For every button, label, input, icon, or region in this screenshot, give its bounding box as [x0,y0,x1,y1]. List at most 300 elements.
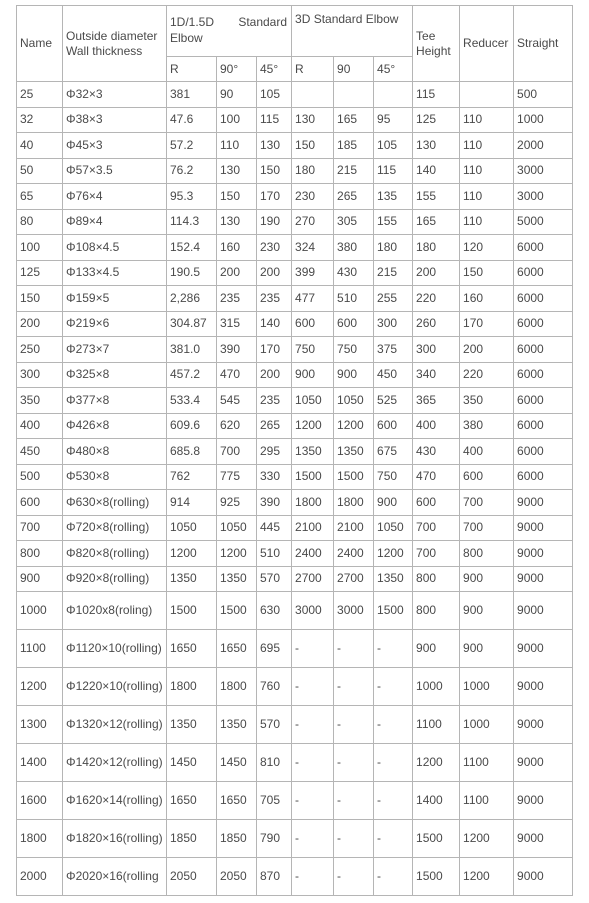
cell-elbow-3d-r: 1350 [292,439,334,465]
cell-outside-diameter: Φ76×4 [63,184,167,210]
cell-name: 350 [17,388,63,414]
cell-tee-height: 700 [413,515,460,541]
cell-elbow-r: 1800 [167,668,217,706]
cell-elbow-r: 57.2 [167,133,217,159]
cell-outside-diameter: Φ45×3 [63,133,167,159]
cell-reducer: 110 [460,184,514,210]
cell-elbow-r: 381 [167,82,217,108]
cell-elbow-3d-r: - [292,630,334,668]
cell-elbow-90: 1650 [217,782,257,820]
header-3d-standard-elbow: 3D Standard Elbow [292,6,413,57]
cell-tee-height: 140 [413,158,460,184]
cell-straight: 6000 [514,260,573,286]
cell-elbow-3d-r: 1500 [292,464,334,490]
cell-elbow-45: 705 [257,782,292,820]
cell-outside-diameter: Φ133×4.5 [63,260,167,286]
cell-elbow-3d-45: 450 [374,362,413,388]
cell-tee-height: 1400 [413,782,460,820]
table-row [17,158,573,184]
cell-name: 32 [17,107,63,133]
cell-elbow-r: 1650 [167,630,217,668]
cell-elbow-45: 445 [257,515,292,541]
table-row [17,820,573,858]
cell-elbow-r: 1350 [167,706,217,744]
table-row [17,630,573,668]
cell-reducer: 1000 [460,706,514,744]
cell-tee-height: 1200 [413,744,460,782]
table-row [17,337,573,363]
cell-elbow-45: 295 [257,439,292,465]
cell-straight: 9000 [514,541,573,567]
cell-tee-height: 260 [413,311,460,337]
table-row [17,464,573,490]
cell-elbow-3d-45: 180 [374,235,413,261]
table-row [17,439,573,465]
cell-elbow-3d-r: 150 [292,133,334,159]
cell-elbow-3d-90: - [334,782,374,820]
cell-reducer: 110 [460,158,514,184]
cell-tee-height: 700 [413,541,460,567]
cell-elbow-45: 265 [257,413,292,439]
cell-elbow-90: 925 [217,490,257,516]
cell-tee-height: 180 [413,235,460,261]
cell-elbow-3d-45: 375 [374,337,413,363]
cell-elbow-3d-r: 2400 [292,541,334,567]
cell-elbow-3d-90: 1050 [334,388,374,414]
cell-tee-height: 430 [413,439,460,465]
table-row [17,515,573,541]
cell-name: 25 [17,82,63,108]
cell-elbow-r: 152.4 [167,235,217,261]
cell-elbow-3d-r: 180 [292,158,334,184]
cell-elbow-90: 130 [217,158,257,184]
cell-tee-height: 115 [413,82,460,108]
header-wall-thickness: Wall thickness [66,43,143,58]
table-row [17,82,573,108]
cell-elbow-3d-90: 265 [334,184,374,210]
cell-reducer: 170 [460,311,514,337]
header-reducer: Reducer [460,6,514,82]
cell-outside-diameter: Φ377×8 [63,388,167,414]
cell-elbow-45: 170 [257,337,292,363]
cell-elbow-45: 200 [257,260,292,286]
subheader-45: 45° [257,57,292,82]
cell-elbow-90: 235 [217,286,257,312]
cell-elbow-3d-45 [374,82,413,108]
table-row [17,388,573,414]
cell-outside-diameter: Φ1120×10(rolling) [63,630,167,668]
cell-elbow-45: 150 [257,158,292,184]
cell-name: 450 [17,439,63,465]
cell-name: 40 [17,133,63,159]
cell-elbow-3d-90: 305 [334,209,374,235]
cell-elbow-45: 330 [257,464,292,490]
cell-elbow-90: 160 [217,235,257,261]
cell-elbow-r: 47.6 [167,107,217,133]
cell-reducer: 110 [460,133,514,159]
cell-straight: 9000 [514,744,573,782]
cell-elbow-3d-r: 2700 [292,566,334,592]
cell-elbow-45: 170 [257,184,292,210]
cell-elbow-3d-r: 2100 [292,515,334,541]
cell-elbow-3d-45: - [374,630,413,668]
cell-elbow-90: 545 [217,388,257,414]
cell-outside-diameter: Φ480×8 [63,439,167,465]
cell-elbow-3d-r: - [292,820,334,858]
cell-name: 500 [17,464,63,490]
cell-elbow-90: 470 [217,362,257,388]
table-body [17,82,573,896]
cell-elbow-90: 110 [217,133,257,159]
cell-reducer: 400 [460,439,514,465]
cell-elbow-45: 630 [257,592,292,630]
cell-elbow-r: 2050 [167,858,217,896]
table-row [17,592,573,630]
cell-name: 900 [17,566,63,592]
cell-elbow-r: 1450 [167,744,217,782]
cell-elbow-45: 190 [257,209,292,235]
cell-elbow-3d-r: 900 [292,362,334,388]
cell-name: 600 [17,490,63,516]
cell-elbow-3d-90: 2100 [334,515,374,541]
cell-elbow-r: 762 [167,464,217,490]
cell-elbow-3d-r: - [292,744,334,782]
cell-reducer: 1200 [460,858,514,896]
cell-outside-diameter: Φ273×7 [63,337,167,363]
cell-name: 250 [17,337,63,363]
cell-elbow-3d-r: 750 [292,337,334,363]
cell-elbow-3d-90: 165 [334,107,374,133]
header-elbow-label: Elbow [170,31,203,45]
cell-elbow-3d-45: 1200 [374,541,413,567]
cell-straight: 6000 [514,337,573,363]
cell-elbow-90: 200 [217,260,257,286]
cell-name: 80 [17,209,63,235]
cell-elbow-3d-r: 1200 [292,413,334,439]
cell-elbow-3d-45: 155 [374,209,413,235]
cell-straight: 5000 [514,209,573,235]
subheader-3d-r: R [292,57,334,82]
cell-tee-height: 470 [413,464,460,490]
cell-elbow-r: 685.8 [167,439,217,465]
cell-straight: 6000 [514,413,573,439]
cell-reducer: 700 [460,515,514,541]
table-row [17,744,573,782]
cell-straight: 9000 [514,782,573,820]
cell-elbow-3d-90: 2700 [334,566,374,592]
cell-tee-height: 200 [413,260,460,286]
cell-elbow-3d-r [292,82,334,108]
cell-elbow-3d-90: 2400 [334,541,374,567]
cell-reducer: 120 [460,235,514,261]
cell-straight: 9000 [514,490,573,516]
cell-name: 1400 [17,744,63,782]
subheader-r: R [167,57,217,82]
table-row [17,668,573,706]
cell-elbow-90: 1350 [217,706,257,744]
header-1d-standard-elbow [167,6,292,57]
cell-straight: 9000 [514,668,573,706]
cell-elbow-3d-90: 185 [334,133,374,159]
cell-elbow-3d-45: - [374,820,413,858]
cell-elbow-3d-90: 430 [334,260,374,286]
cell-elbow-3d-45: 600 [374,413,413,439]
cell-elbow-45: 695 [257,630,292,668]
cell-reducer: 150 [460,260,514,286]
cell-outside-diameter: Φ57×3.5 [63,158,167,184]
table-row [17,782,573,820]
cell-elbow-r: 2,286 [167,286,217,312]
cell-name: 200 [17,311,63,337]
table-row [17,107,573,133]
cell-name: 1600 [17,782,63,820]
cell-outside-diameter: Φ820×8(rolling) [63,541,167,567]
cell-elbow-90: 775 [217,464,257,490]
cell-reducer: 380 [460,413,514,439]
cell-reducer: 700 [460,490,514,516]
cell-elbow-3d-90: 215 [334,158,374,184]
cell-elbow-45: 115 [257,107,292,133]
cell-elbow-45: 570 [257,706,292,744]
cell-reducer: 900 [460,630,514,668]
cell-elbow-3d-r: 230 [292,184,334,210]
header-straight: Straight [514,6,573,82]
cell-elbow-3d-90: 3000 [334,592,374,630]
cell-elbow-3d-45: 95 [374,107,413,133]
cell-outside-diameter: Φ2020×16(rolling [63,858,167,896]
cell-elbow-3d-45: 525 [374,388,413,414]
cell-straight: 9000 [514,858,573,896]
cell-straight: 6000 [514,286,573,312]
cell-elbow-90: 390 [217,337,257,363]
cell-reducer: 1100 [460,782,514,820]
cell-elbow-45: 760 [257,668,292,706]
cell-straight: 9000 [514,820,573,858]
cell-reducer: 1100 [460,744,514,782]
cell-elbow-3d-r: - [292,706,334,744]
cell-elbow-90: 1050 [217,515,257,541]
cell-tee-height: 365 [413,388,460,414]
cell-name: 100 [17,235,63,261]
header-name: Name [17,6,63,82]
cell-straight: 500 [514,82,573,108]
cell-elbow-3d-90: - [334,630,374,668]
table-row [17,209,573,235]
cell-elbow-3d-90: - [334,744,374,782]
pipe-fittings-table [16,5,573,896]
cell-reducer: 110 [460,209,514,235]
table-row [17,235,573,261]
cell-elbow-3d-45: 300 [374,311,413,337]
cell-outside-diameter: Φ89×4 [63,209,167,235]
cell-tee-height: 400 [413,413,460,439]
cell-elbow-3d-90: 510 [334,286,374,312]
cell-name: 50 [17,158,63,184]
header-outside-diameter-line1: Outside diameter [66,28,158,43]
cell-elbow-90: 1200 [217,541,257,567]
cell-elbow-45: 130 [257,133,292,159]
cell-elbow-r: 114.3 [167,209,217,235]
cell-name: 125 [17,260,63,286]
cell-elbow-3d-90: 600 [334,311,374,337]
cell-elbow-3d-45: 675 [374,439,413,465]
cell-tee-height: 300 [413,337,460,363]
cell-elbow-r: 1350 [167,566,217,592]
cell-tee-height: 900 [413,630,460,668]
cell-tee-height: 800 [413,592,460,630]
cell-outside-diameter: Φ108×4.5 [63,235,167,261]
cell-straight: 6000 [514,388,573,414]
cell-reducer: 600 [460,464,514,490]
cell-outside-diameter: Φ1020x8(roling) [63,592,167,630]
cell-tee-height: 1500 [413,820,460,858]
cell-name: 1800 [17,820,63,858]
cell-elbow-45: 140 [257,311,292,337]
cell-elbow-3d-90: - [334,706,374,744]
cell-reducer [460,82,514,108]
cell-straight: 9000 [514,592,573,630]
cell-elbow-3d-r: - [292,782,334,820]
cell-outside-diameter: Φ1420×12(rolling) [63,744,167,782]
cell-tee-height: 1000 [413,668,460,706]
table-row [17,706,573,744]
cell-elbow-3d-45: 135 [374,184,413,210]
cell-elbow-45: 235 [257,286,292,312]
cell-name: 1100 [17,630,63,668]
cell-elbow-r: 533.4 [167,388,217,414]
cell-tee-height: 800 [413,566,460,592]
cell-reducer: 350 [460,388,514,414]
cell-elbow-45: 105 [257,82,292,108]
cell-elbow-r: 381.0 [167,337,217,363]
cell-straight: 1000 [514,107,573,133]
cell-reducer: 1000 [460,668,514,706]
cell-outside-diameter: Φ159×5 [63,286,167,312]
cell-tee-height: 130 [413,133,460,159]
table-row [17,413,573,439]
cell-tee-height: 220 [413,286,460,312]
cell-straight: 6000 [514,235,573,261]
cell-elbow-r: 1650 [167,782,217,820]
table-row [17,541,573,567]
cell-elbow-3d-45: - [374,668,413,706]
table-row [17,566,573,592]
table-row [17,184,573,210]
cell-reducer: 200 [460,337,514,363]
header-standard-label: Standard [238,15,288,29]
cell-elbow-3d-45: - [374,744,413,782]
cell-elbow-r: 609.6 [167,413,217,439]
cell-elbow-90: 1800 [217,668,257,706]
cell-elbow-r: 1850 [167,820,217,858]
cell-elbow-45: 570 [257,566,292,592]
cell-name: 150 [17,286,63,312]
cell-elbow-45: 810 [257,744,292,782]
cell-elbow-90: 1450 [217,744,257,782]
cell-elbow-r: 457.2 [167,362,217,388]
cell-name: 65 [17,184,63,210]
cell-elbow-3d-r: 3000 [292,592,334,630]
cell-straight: 3000 [514,184,573,210]
cell-elbow-3d-90 [334,82,374,108]
cell-elbow-90: 150 [217,184,257,210]
cell-name: 1300 [17,706,63,744]
cell-elbow-3d-45: - [374,706,413,744]
cell-elbow-3d-90: - [334,858,374,896]
cell-elbow-90: 1350 [217,566,257,592]
cell-elbow-3d-r: 324 [292,235,334,261]
cell-outside-diameter: Φ630×8(rolling) [63,490,167,516]
cell-elbow-3d-45: - [374,782,413,820]
cell-elbow-90: 700 [217,439,257,465]
cell-name: 400 [17,413,63,439]
table-row [17,133,573,159]
cell-elbow-45: 230 [257,235,292,261]
cell-elbow-3d-r: 399 [292,260,334,286]
cell-outside-diameter: Φ530×8 [63,464,167,490]
header-height-label: Height [416,43,451,58]
cell-elbow-45: 790 [257,820,292,858]
cell-elbow-90: 1650 [217,630,257,668]
cell-elbow-90: 1850 [217,820,257,858]
cell-elbow-90: 2050 [217,858,257,896]
cell-outside-diameter: Φ920×8(rolling) [63,566,167,592]
cell-elbow-45: 200 [257,362,292,388]
cell-elbow-r: 304.87 [167,311,217,337]
cell-elbow-90: 1500 [217,592,257,630]
cell-name: 800 [17,541,63,567]
cell-tee-height: 155 [413,184,460,210]
cell-elbow-r: 95.3 [167,184,217,210]
cell-elbow-3d-r: 477 [292,286,334,312]
cell-elbow-3d-90: 1350 [334,439,374,465]
cell-name: 300 [17,362,63,388]
cell-elbow-90: 620 [217,413,257,439]
cell-elbow-3d-45: 1050 [374,515,413,541]
table-row [17,858,573,896]
cell-straight: 6000 [514,362,573,388]
cell-straight: 9000 [514,706,573,744]
cell-elbow-45: 235 [257,388,292,414]
cell-elbow-3d-45: 215 [374,260,413,286]
cell-name: 1200 [17,668,63,706]
cell-elbow-r: 1200 [167,541,217,567]
cell-outside-diameter: Φ1620×14(rolling) [63,782,167,820]
table-row [17,286,573,312]
cell-tee-height: 165 [413,209,460,235]
cell-elbow-3d-90: 1200 [334,413,374,439]
cell-elbow-90: 90 [217,82,257,108]
cell-outside-diameter: Φ32×3 [63,82,167,108]
cell-elbow-90: 130 [217,209,257,235]
cell-straight: 9000 [514,630,573,668]
cell-elbow-3d-45: 750 [374,464,413,490]
cell-reducer: 160 [460,286,514,312]
subheader-90: 90° [217,57,257,82]
table-row [17,311,573,337]
cell-elbow-3d-90: 750 [334,337,374,363]
header-1d-label: 1D/1.5D [170,15,215,29]
cell-outside-diameter: Φ720×8(rolling) [63,515,167,541]
cell-tee-height: 340 [413,362,460,388]
cell-outside-diameter: Φ1320×12(rolling) [63,706,167,744]
cell-elbow-3d-45: 255 [374,286,413,312]
cell-outside-diameter: Φ38×3 [63,107,167,133]
cell-name: 700 [17,515,63,541]
cell-elbow-3d-r: 270 [292,209,334,235]
header-outside-diameter [63,6,167,82]
subheader-3d-45: 45° [374,57,413,82]
